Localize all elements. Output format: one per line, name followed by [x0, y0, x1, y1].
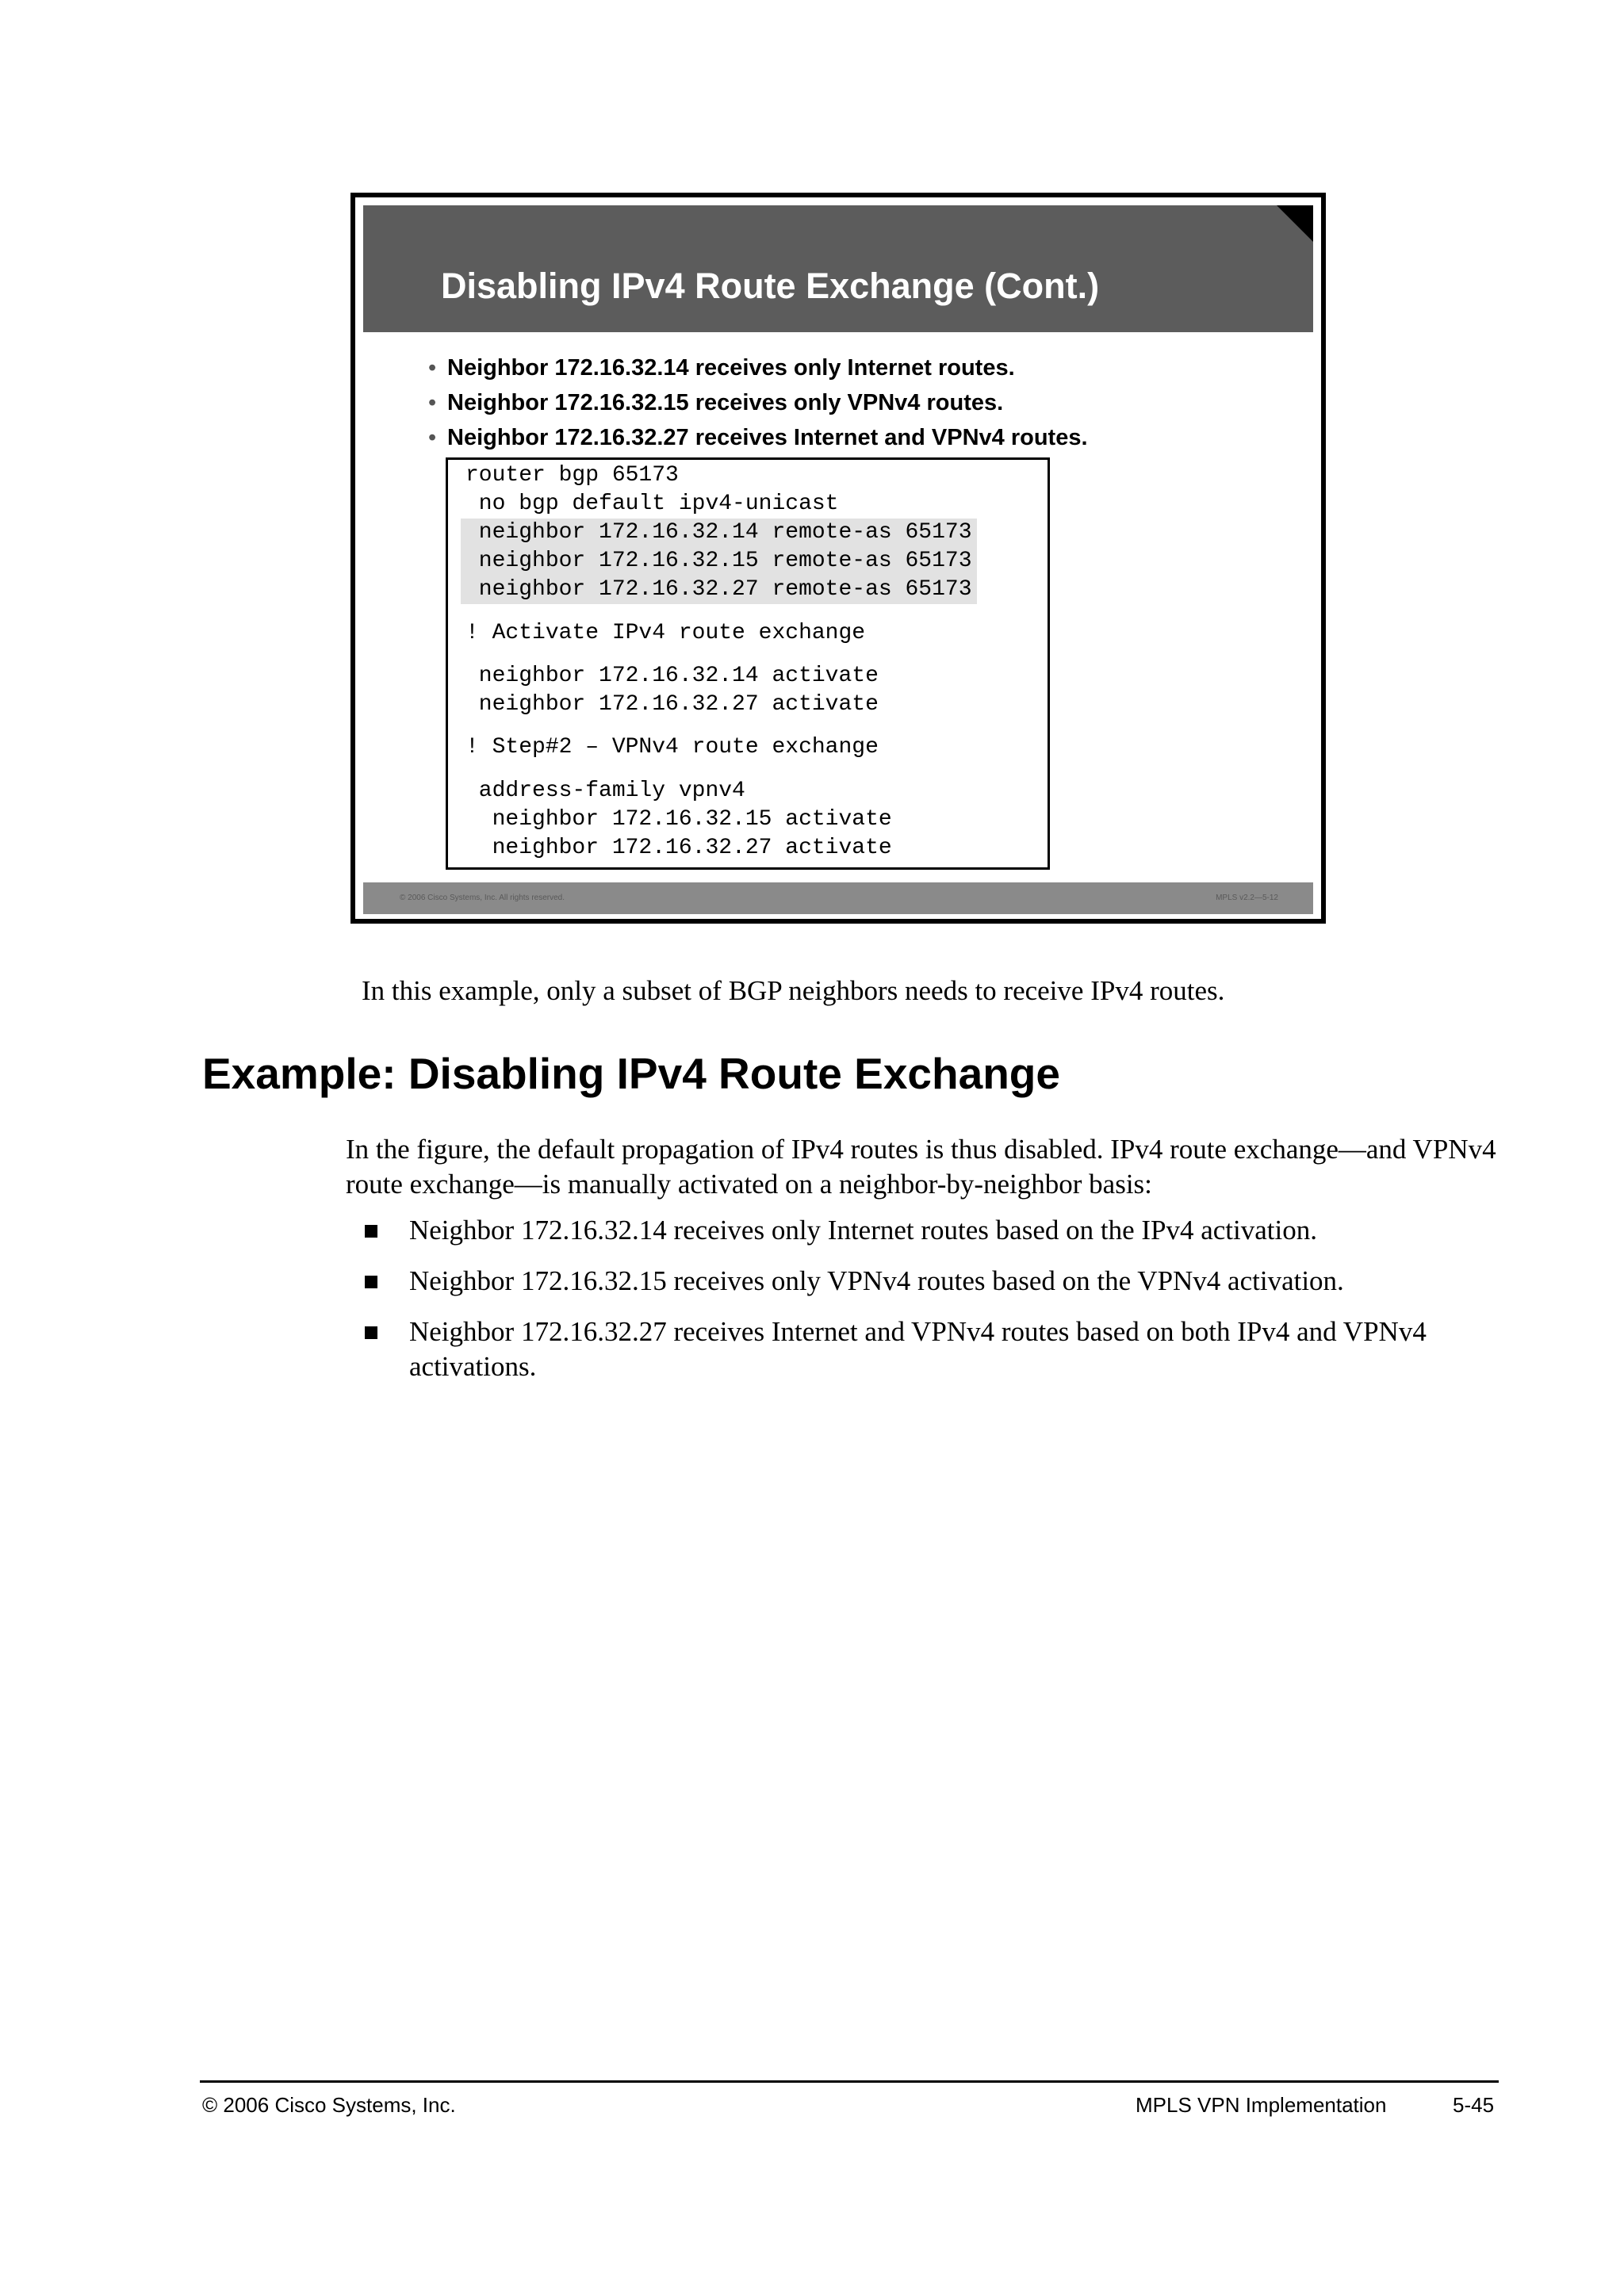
code-line: neighbor 172.16.32.27 activate [465, 692, 879, 717]
slide-bullet: • Neighbor 172.16.32.27 receives Internet and VPNv4 routes. [428, 420, 1088, 455]
code-line: router bgp 65173 [465, 463, 679, 488]
code-line-highlighted: neighbor 172.16.32.27 remote-as 65173 [461, 576, 977, 604]
list-item: Neighbor 172.16.32.15 receives only VPNv4 routes based on the VPNv4 activation. [346, 1264, 1511, 1299]
code-line: neighbor 172.16.32.14 activate [465, 664, 879, 688]
page-number: 5-45 [1453, 2093, 1495, 2117]
square-bullet-icon [365, 1276, 377, 1288]
slide-bullet: • Neighbor 172.16.32.15 receives only VPNv4 routes. [428, 385, 1088, 420]
body-paragraph: In the figure, the default propagation of IPv4 routes is thus disabled. IPv4 route exchange—and VPNv4 route exchange—is manually activated on a neighbor-by-neighbor basis: [346, 1134, 1496, 1200]
code-line: neighbor 172.16.32.27 activate [465, 836, 892, 860]
section-heading: Example: Disabling IPv4 Route Exchange [202, 1049, 1060, 1098]
figure-caption: In this example, only a subset of BGP neighbors needs to receive IPv4 routes. [362, 975, 1225, 1006]
code-line: no bgp default ipv4-unicast [465, 492, 839, 516]
bullet-dot-icon: • [428, 425, 437, 450]
slide-header-bar [363, 205, 1313, 332]
footer-title: MPLS VPN Implementation [1136, 2093, 1387, 2117]
slide-bullet: • Neighbor 172.16.32.14 receives only Internet routes. [428, 350, 1088, 385]
slide-footer-bar [363, 882, 1313, 914]
slide-figure [350, 193, 1326, 924]
slide-corner-mark [1277, 205, 1313, 242]
footer-divider [200, 2080, 1499, 2083]
code-comment: ! Step#2 – VPNv4 route exchange [465, 735, 879, 760]
square-bullet-icon [365, 1326, 377, 1339]
code-comment: ! Activate IPv4 route exchange [465, 621, 866, 645]
slide-title: Disabling IPv4 Route Exchange (Cont.) [441, 266, 1100, 306]
code-line-highlighted: neighbor 172.16.32.15 remote-as 65173 [461, 547, 977, 576]
list-item: Neighbor 172.16.32.14 receives only Internet routes based on the IPv4 activation. [346, 1213, 1511, 1248]
slide-number: MPLS v2.2—5-12 [1216, 894, 1278, 902]
code-line: neighbor 172.16.32.15 activate [465, 807, 892, 832]
code-line: address-family vpnv4 [465, 779, 745, 803]
bullet-dot-icon: • [428, 355, 437, 381]
slide-copyright: © 2006 Cisco Systems, Inc. All rights reserved. [400, 894, 565, 902]
footer-copyright: © 2006 Cisco Systems, Inc. [202, 2093, 456, 2117]
bullet-dot-icon: • [428, 390, 437, 415]
list-item: Neighbor 172.16.32.27 receives Internet and VPNv4 routes based on both IPv4 and VPNv4 activations. [346, 1314, 1511, 1384]
code-line-highlighted: neighbor 172.16.32.14 remote-as 65173 [461, 519, 977, 547]
slide-bullet-list [428, 350, 1088, 455]
square-bullet-icon [365, 1225, 377, 1238]
config-code-box [446, 457, 1050, 870]
body-bullet-list [346, 1213, 1511, 1400]
